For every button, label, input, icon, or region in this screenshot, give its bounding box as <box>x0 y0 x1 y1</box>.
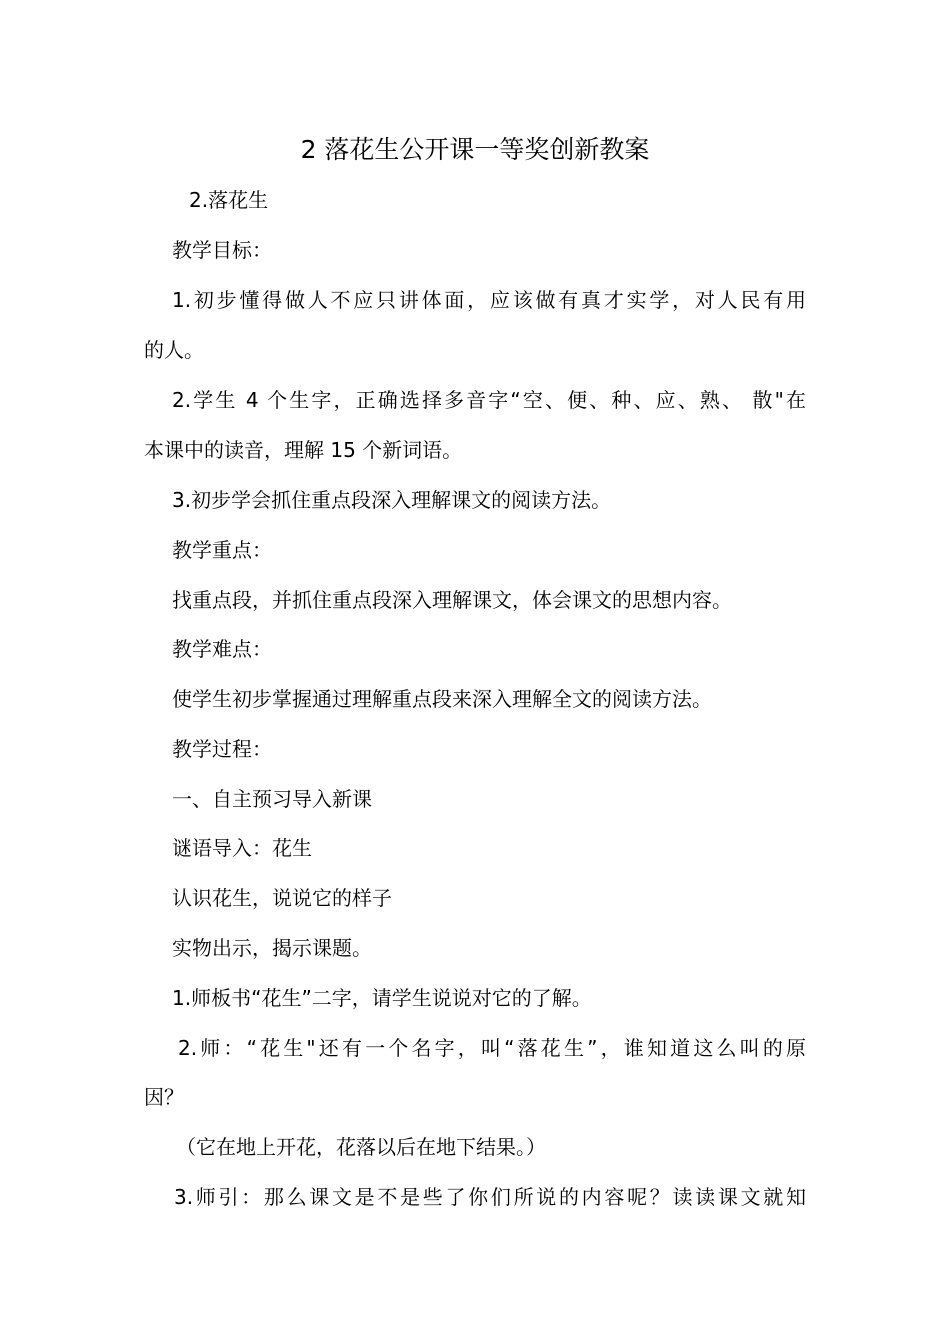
text-line-answer: （它在地上开花，花落以后在地下结果。） <box>176 1135 546 1159</box>
text-line-objective-3: 3.初步学会抓住重点段深入理解课文的阅读方法。 <box>172 488 612 512</box>
text-line-objective-2: 2.学生 4 个生字，正确选择多音字“空、便、种、应、熟、 散"在 <box>172 388 806 412</box>
text-line-item-3: 3.师引：那么课文是不是些了你们所说的内容呢？读读课文就知 <box>174 1185 806 1209</box>
text-line-step-1-heading: 一、自主预习导入新课 <box>172 787 372 811</box>
text-line-item-2-cont: 因？ <box>144 1085 184 1109</box>
text-line-item-2: 2.师：“花生"还有一个名字，叫“落花生”，谁知道这么叫的原 <box>178 1036 806 1060</box>
text-line-key-points: 找重点段，并抓住重点段深入理解课文，体会课文的思想内容。 <box>172 588 732 612</box>
text-line-objectives-heading: 教学目标： <box>172 238 272 262</box>
text-line-objective-1-cont: 的人。 <box>144 338 204 362</box>
text-line-item-1: 1.师板书“花生”二字，请学生说说对它的了解。 <box>172 986 592 1010</box>
text-line-key-points-heading: 教学重点： <box>172 538 272 562</box>
text-line-show-object: 实物出示，揭示课题。 <box>172 936 372 960</box>
text-line-recognize: 认识花生，说说它的样子 <box>172 886 392 910</box>
text-line-difficulties: 使学生初步掌握通过理解重点段来深入理解全文的阅读方法。 <box>172 687 712 711</box>
text-line-section-heading: 2.落花生 <box>189 188 269 212</box>
text-line-difficulties-heading: 教学难点： <box>172 637 272 661</box>
text-line-riddle: 谜语导入：花生 <box>172 836 312 860</box>
document-title: 2 落花生公开课一等奖创新教案 <box>300 135 650 164</box>
text-line-objective-1: 1.初步懂得做人不应只讲体面，应该做有真才实学，对人民有用 <box>172 288 806 312</box>
text-line-process-heading: 教学过程： <box>172 737 272 761</box>
text-line-objective-2-cont: 本课中的读音，理解 15 个新词语。 <box>144 438 463 462</box>
